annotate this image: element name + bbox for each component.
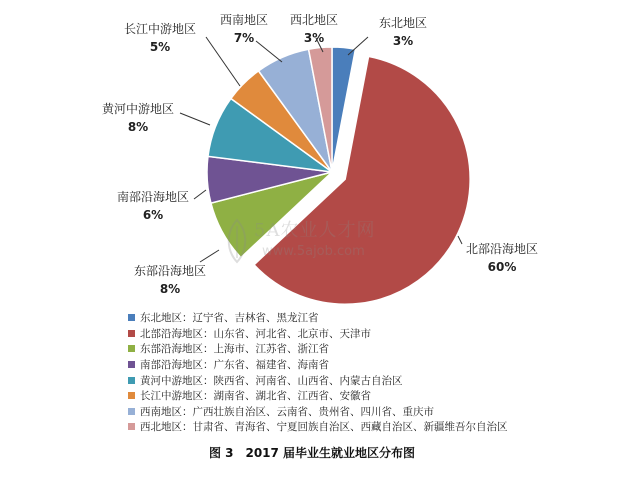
- label-nanbu-value: 6%: [142, 208, 164, 222]
- legend-swatch: [128, 314, 135, 321]
- label-xinan-name: 西南地区: [219, 13, 269, 27]
- watermark-url: www.5ajob.com: [262, 244, 365, 259]
- legend-label: 西北地区：甘肃省、青海省、宁夏回族自治区、西藏自治区、新疆维吾尔自治区: [140, 421, 508, 434]
- legend: [128, 310, 608, 435]
- legend-item-xinan: [128, 404, 608, 420]
- legend-label: 北部沿海地区：山东省、河北省、北京市、天津市: [140, 327, 371, 340]
- label-changjiang-value: 5%: [149, 40, 171, 54]
- label-dongbu-value: 8%: [159, 282, 181, 296]
- leader-line-dongbu: [200, 250, 219, 262]
- watermark-logo-icon: [222, 218, 252, 264]
- legend-label: 西南地区：广西壮族自治区、云南省、贵州省、四川省、重庆市: [140, 405, 434, 418]
- label-nanbu-name: 南部沿海地区: [116, 190, 190, 204]
- label-dongbei-name: 东北地区: [378, 16, 428, 30]
- label-xibei-value: 3%: [303, 31, 325, 45]
- legend-swatch: [128, 377, 135, 384]
- legend-item-xibei: [128, 419, 608, 435]
- legend-swatch: [128, 408, 135, 415]
- legend-label: 黄河中游地区：陕西省、河南省、山西省、内蒙古自治区: [140, 374, 403, 387]
- legend-item-dongbu: [128, 341, 608, 357]
- label-huanghe-name: 黄河中游地区: [101, 102, 175, 116]
- legend-item-dongbei: [128, 310, 608, 326]
- legend-swatch: [128, 361, 135, 368]
- label-dongbu-name: 东部沿海地区: [133, 264, 207, 278]
- legend-swatch: [128, 345, 135, 352]
- leader-line-huanghe: [180, 113, 210, 125]
- legend-item-nanbu: [128, 357, 608, 373]
- label-xibei-name: 西北地区: [289, 13, 339, 27]
- figure-caption: 图 3 2017 届毕业生就业地区分布图: [208, 446, 416, 460]
- legend-label: 长江中游地区：湖南省、湖北省、江西省、安徽省: [140, 390, 371, 403]
- leader-line-nanbu: [194, 190, 206, 199]
- label-xinan-value: 7%: [233, 31, 255, 45]
- legend-swatch: [128, 423, 135, 430]
- leader-line-xinan: [256, 41, 282, 62]
- legend-label: 东北地区：辽宁省、吉林省、黑龙江省: [140, 312, 319, 325]
- legend-label: 南部沿海地区：广东省、福建省、海南省: [140, 359, 329, 372]
- label-dongbei-value: 3%: [392, 34, 414, 48]
- legend-swatch: [128, 392, 135, 399]
- watermark-text: 5A农业人才网: [254, 220, 376, 241]
- label-beibu-name: 北部沿海地区: [465, 242, 539, 256]
- label-huanghe-value: 8%: [127, 120, 149, 134]
- legend-label: 东部沿海地区：上海市、江苏省、浙江省: [140, 343, 329, 356]
- legend-item-changjiang: [128, 388, 608, 404]
- label-beibu-value: 60%: [487, 260, 517, 274]
- legend-swatch: [128, 330, 135, 337]
- watermark: [222, 216, 412, 266]
- label-changjiang-name: 长江中游地区: [123, 22, 197, 36]
- legend-item-beibu: [128, 326, 608, 342]
- leader-line-beibu: [458, 236, 462, 244]
- leader-line-dongbei: [348, 37, 368, 55]
- legend-item-huanghe: [128, 372, 608, 388]
